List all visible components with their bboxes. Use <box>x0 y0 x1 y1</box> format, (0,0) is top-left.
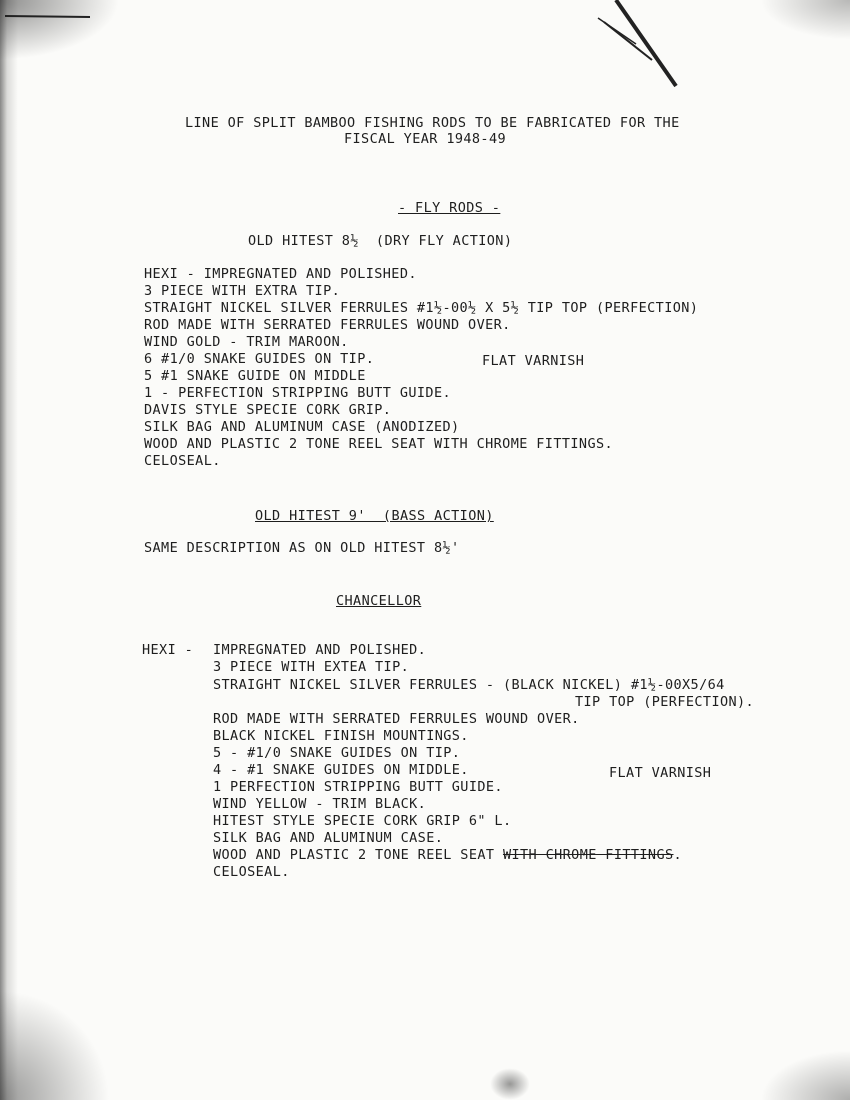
spec-line: WOOD AND PLASTIC 2 TONE REEL SEAT WITH CHROME FITTINGS. <box>144 436 614 452</box>
scan-corner-shadow <box>760 1050 850 1100</box>
rod-heading: OLD HITEST 9' (BASS ACTION) <box>255 508 494 524</box>
scan-mark <box>596 0 686 92</box>
spec-line: 1 - PERFECTION STRIPPING BUTT GUIDE. <box>144 385 451 401</box>
spec-line: DAVIS STYLE SPECIE CORK GRIP. <box>144 402 392 418</box>
spec-line: SAME DESCRIPTION AS ON OLD HITEST 8½' <box>144 540 460 556</box>
spec-line: STRAIGHT NICKEL SILVER FERRULES - (BLACK NICKEL) #1½-00X5/64 <box>213 677 725 693</box>
spec-line: TIP TOP (PERFECTION). <box>575 694 755 710</box>
spec-line-reel-seat <box>213 847 682 863</box>
section-heading: - FLY RODS - <box>398 200 501 216</box>
spec-line: 3 PIECE WITH EXTRA TIP. <box>144 283 341 299</box>
spec-line: 5 #1 SNAKE GUIDE ON MIDDLE <box>144 368 366 384</box>
spec-line: IMPREGNATED AND POLISHED. <box>213 642 427 658</box>
rod-heading: CHANCELLOR <box>336 593 422 609</box>
finish-note: FLAT VARNISH <box>482 353 585 369</box>
spec-line: HEXI - IMPREGNATED AND POLISHED. <box>144 266 417 282</box>
scan-smudge <box>490 1068 530 1100</box>
scan-corner-shadow <box>0 990 110 1100</box>
spec-line: SILK BAG AND ALUMINUM CASE. <box>213 830 444 846</box>
spec-line: CELOSEAL. <box>213 864 290 880</box>
spec-line: HITEST STYLE SPECIE CORK GRIP 6" L. <box>213 813 512 829</box>
spec-line: 3 PIECE WITH EXTEA TIP. <box>213 659 410 675</box>
spec-line: 5 - #1/0 SNAKE GUIDES ON TIP. <box>213 745 461 761</box>
spec-line: CELOSEAL. <box>144 453 221 469</box>
scan-corner-shadow <box>0 0 120 60</box>
scan-edge-shadow <box>0 0 18 1100</box>
spec-line: 1 PERFECTION STRIPPING BUTT GUIDE. <box>213 779 503 795</box>
finish-note: FLAT VARNISH <box>609 765 712 781</box>
reel-seat-text: WOOD AND PLASTIC 2 TONE REEL SEAT <box>213 847 503 863</box>
spec-line: ROD MADE WITH SERRATED FERRULES WOUND OVER. <box>213 711 580 727</box>
spec-line: 6 #1/0 SNAKE GUIDES ON TIP. <box>144 351 375 367</box>
spec-line: ROD MADE WITH SERRATED FERRULES WOUND OVER. <box>144 317 511 333</box>
spec-line: WIND GOLD - TRIM MAROON. <box>144 334 349 350</box>
spec-line: SILK BAG AND ALUMINUM CASE (ANODIZED) <box>144 419 460 435</box>
rod-heading: OLD HITEST 8½ (DRY FLY ACTION) <box>248 233 513 249</box>
page-title-line-1: LINE OF SPLIT BAMBOO FISHING RODS TO BE FABRICATED FOR THE <box>185 115 680 131</box>
spec-line: 4 - #1 SNAKE GUIDES ON MIDDLE. <box>213 762 469 778</box>
page-title-line-2: FISCAL YEAR 1948-49 <box>343 131 507 147</box>
struck-text: WITH CHROME FITTINGS <box>502 847 674 863</box>
spec-line: STRAIGHT NICKEL SILVER FERRULES #1½-00½ X 5½ TIP TOP (PERFECTION) <box>144 300 699 316</box>
spec-line: BLACK NICKEL FINISH MOUNTINGS. <box>213 728 469 744</box>
reel-seat-end: . <box>673 847 683 863</box>
spec-prefix: HEXI - <box>142 642 194 658</box>
scan-corner-shadow <box>760 0 850 40</box>
spec-line: WIND YELLOW - TRIM BLACK. <box>213 796 427 812</box>
scan-mark <box>5 12 90 20</box>
